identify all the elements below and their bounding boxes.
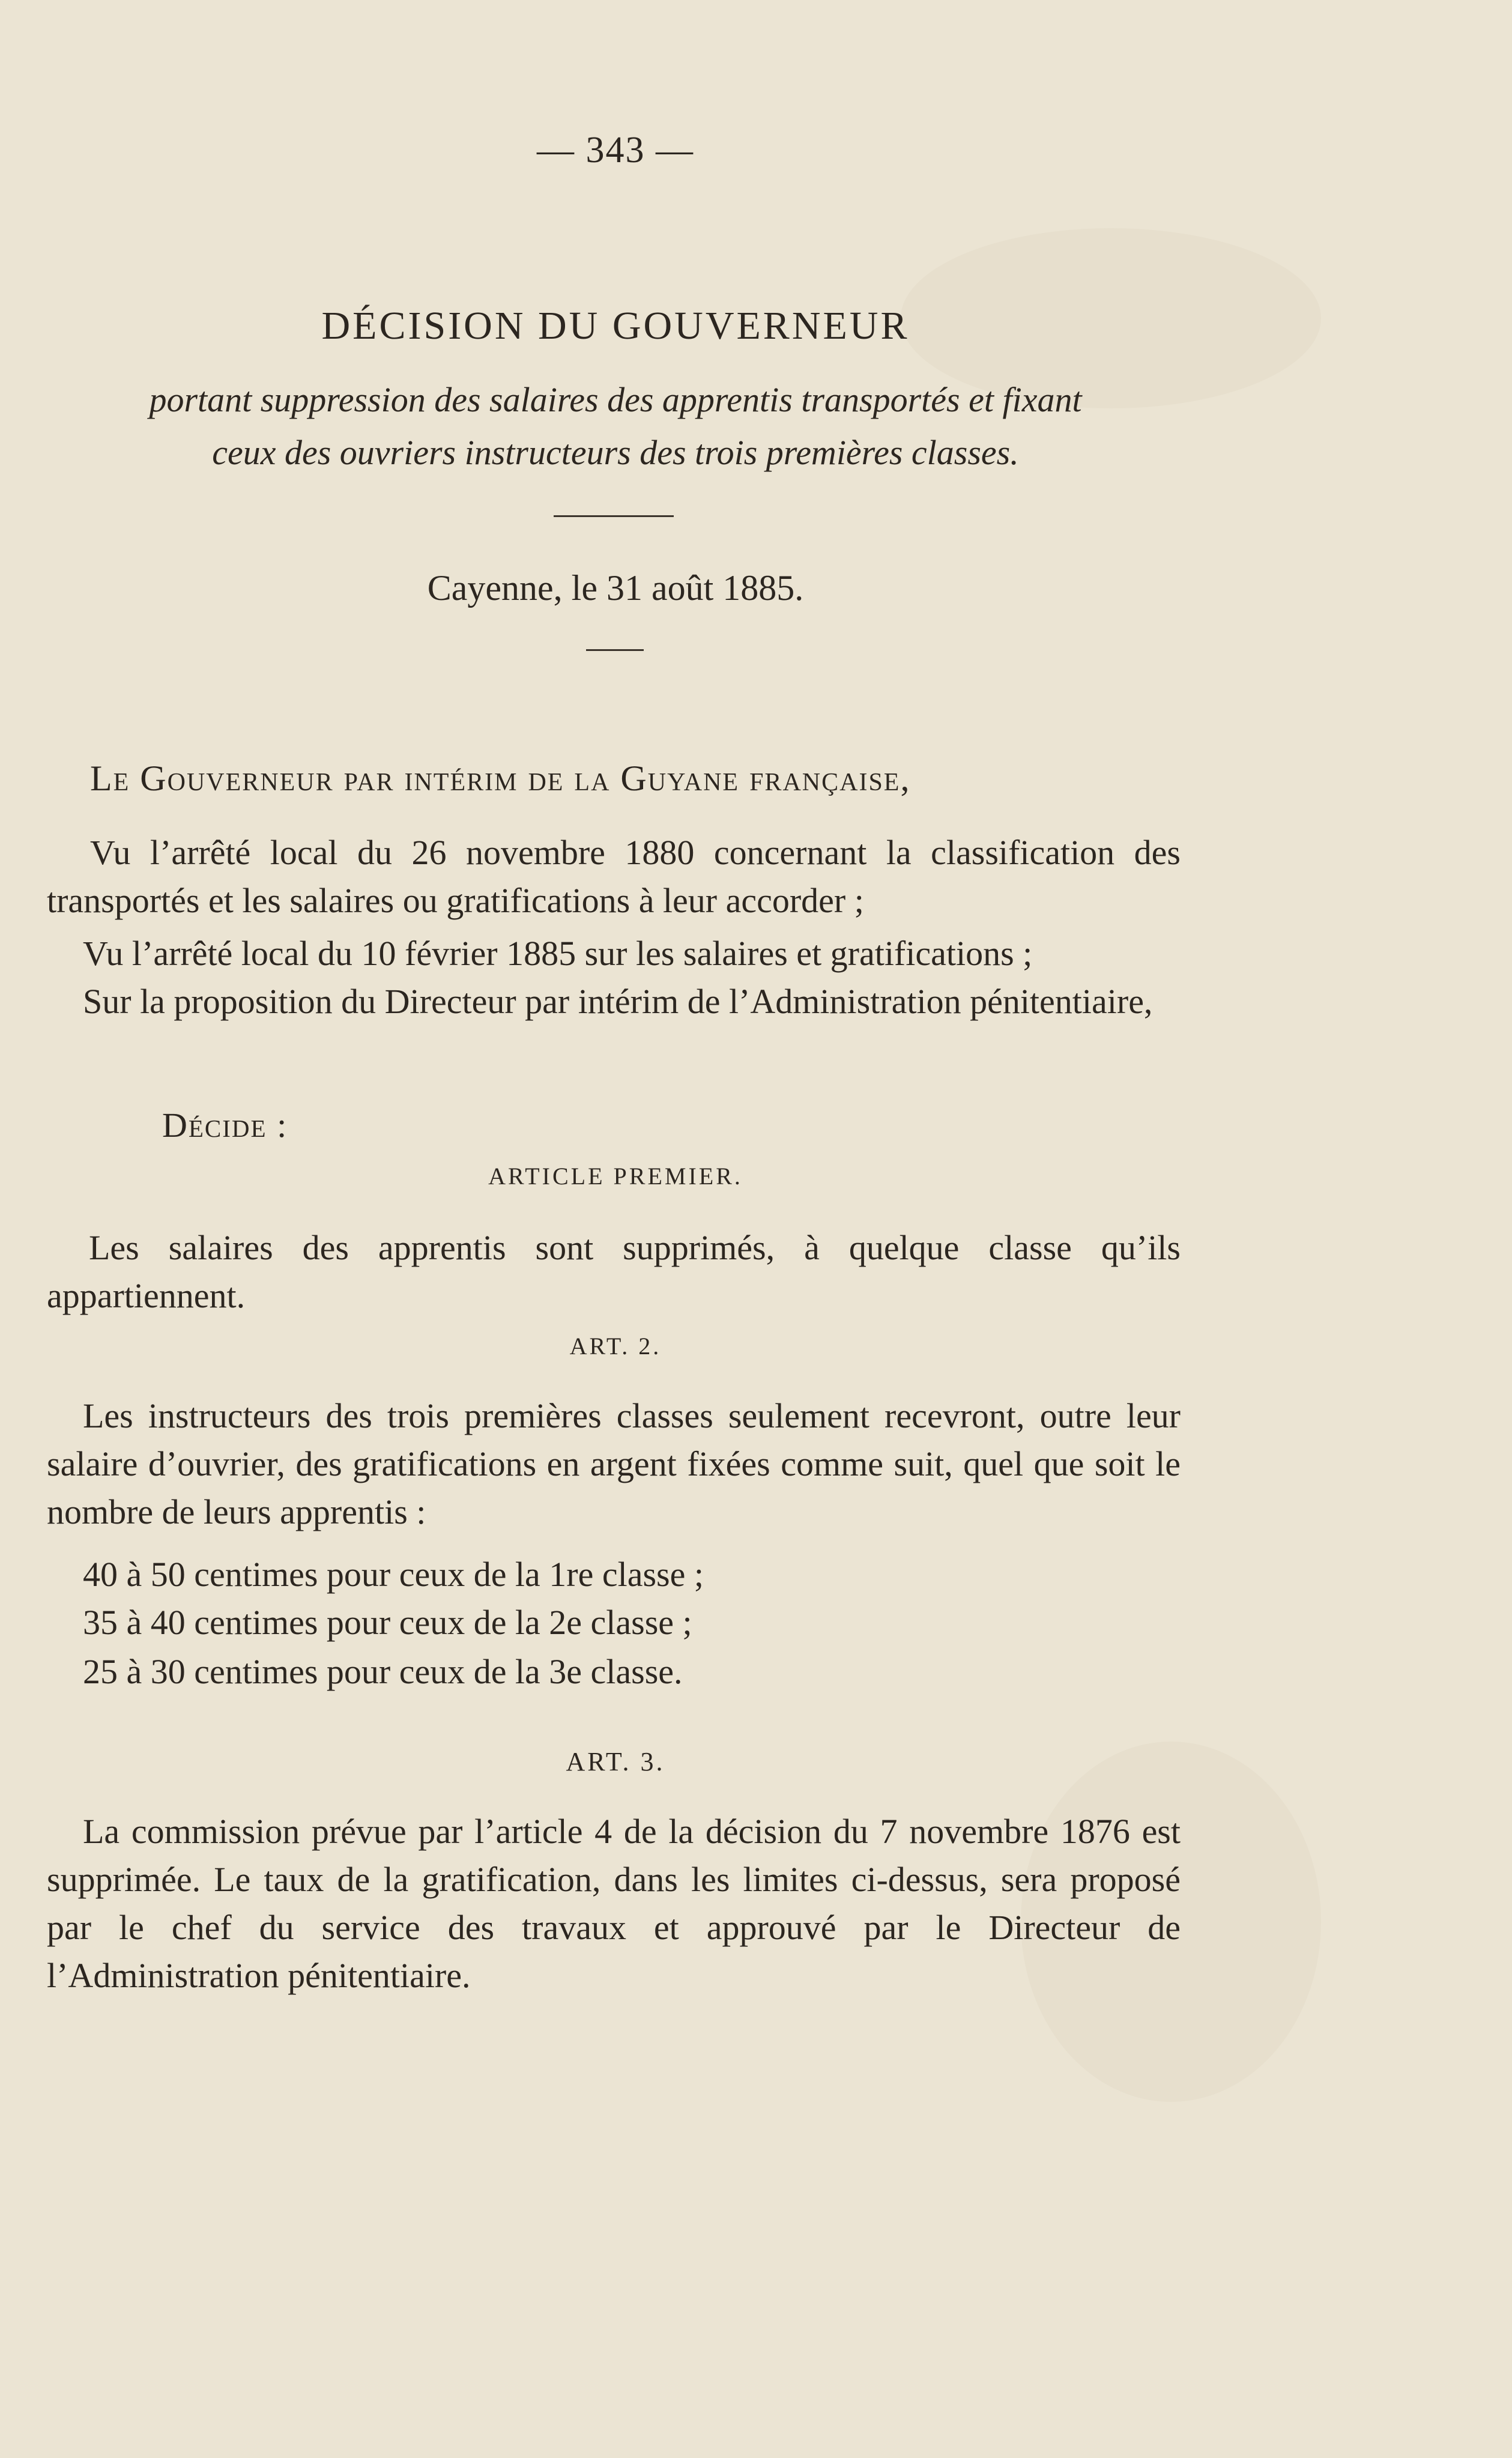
preamble: Le Gouverneur par intérim de la Guyane française,	[90, 758, 911, 798]
rate-line-3: 25 à 30 centimes pour ceux de la 3e classe.	[83, 1652, 683, 1691]
rate-line-1: 40 à 50 centimes pour ceux de la 1re classe ;	[83, 1555, 704, 1594]
consideration-1: Vu l’arrêté local du 26 novembre 1880 concernant la classification des transportés et les salaires ou gratifications à leur accorder ;	[47, 833, 1181, 920]
separator-rule	[554, 515, 674, 517]
article-3-text: La commission prévue par l’article 4 de la décision du 7 novembre 1876 est supprimée. Le taux de la gratification, dans les limites ci-dessus, sera proposé par le chef du service des travaux et approuvé par le Directeur de l’Administration pénitentiaire.	[47, 1812, 1181, 1995]
rate-line-2: 35 à 40 centimes pour ceux de la 2e classe ;	[83, 1603, 692, 1642]
article-2-text: Les instructeurs des trois premières classes seulement recevront, outre leur salaire d’ouvrier, des gratifications en argent fixées comme suit, quel que soit le nombre de leurs apprentis :	[47, 1396, 1181, 1531]
consideration-3: Sur la proposition du Directeur par intérim de l’Administration pénitentiaire,	[83, 982, 1153, 1021]
article-1-text: Les salaires des apprentis sont supprimés, à quelque classe qu’ils appartiennent.	[47, 1228, 1181, 1315]
consideration-2: Vu l’arrêté local du 10 février 1885 sur les salaires et gratifications ;	[83, 934, 1033, 973]
article-3-heading: ART. 3.	[566, 1747, 665, 1776]
page-number: — 343 —	[537, 130, 694, 171]
place-date: Cayenne, le 31 août 1885.	[427, 568, 804, 608]
separator-rule	[586, 649, 644, 651]
decision-title: DÉCISION DU GOUVERNEUR	[321, 304, 910, 348]
decide-heading: Décide :	[162, 1106, 288, 1145]
decision-subtitle-line-1: portant suppression des salaires des apprentis transportés et fixant	[149, 380, 1082, 419]
article-2-heading: ART. 2.	[569, 1333, 662, 1360]
article-1-heading: ARTICLE PREMIER.	[488, 1163, 743, 1190]
decision-subtitle-line-2: ceux des ouvriers instructeurs des trois premières classes.	[212, 433, 1019, 472]
